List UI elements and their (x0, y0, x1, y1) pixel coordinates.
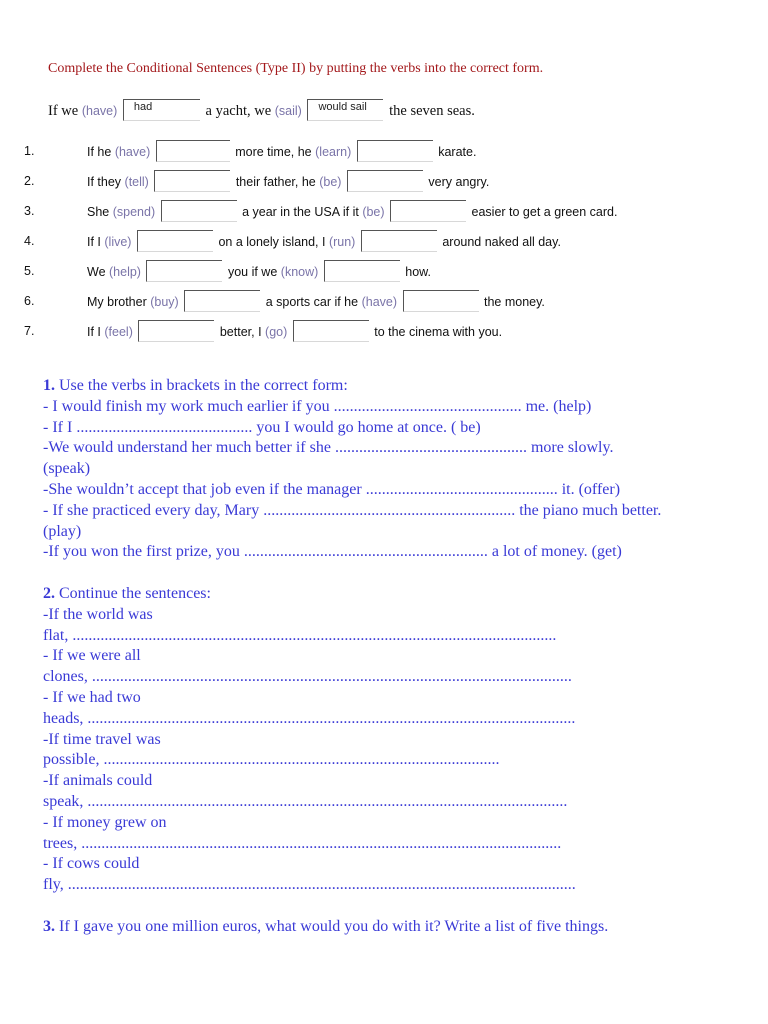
row-verb-1: (spend) (112, 205, 156, 219)
example-verb-1: (have) (81, 104, 118, 118)
section-number: 1. (43, 377, 55, 394)
row-part-2: their father, he (235, 175, 316, 189)
exercise-line: - I would finish my work much earlier if you ............................................... me. (help) (43, 397, 592, 415)
exercise-line: - If we were all (43, 647, 141, 665)
example-part-1: If we (48, 103, 79, 119)
example-answer-box-1[interactable] (123, 99, 200, 121)
row-number: 2. (24, 174, 35, 188)
exercise-line: -If animals could (43, 772, 153, 790)
row-number: 1. (24, 144, 35, 158)
answer-box-6b[interactable] (403, 290, 479, 312)
exercise-line: -We would understand her much better if she ................................................ more slowly. (43, 439, 614, 457)
exercise-line: clones, ........................................................................................................................ (43, 668, 572, 686)
exercise-line: (speak) (43, 460, 91, 478)
row-verb-1: (live) (104, 235, 132, 249)
row-part-3: easier to get a green card. (471, 205, 618, 219)
exercise-line: -If you won the first prize, you ............................................................. a lot of money. (get) (43, 543, 622, 561)
row-part-1: She (87, 205, 110, 219)
exercise-line: - If we had two (43, 688, 141, 706)
section-title: Use the verbs in brackets in the correct form: (55, 377, 348, 394)
row-number: 6. (24, 294, 35, 308)
row-verb-1: (tell) (124, 175, 149, 189)
example-part-3: the seven seas. (389, 103, 475, 119)
row-part-3: to the cinema with you. (374, 325, 503, 339)
row-part-2: better, I (219, 325, 262, 339)
row-part-1: If I (87, 235, 101, 249)
exercise-line: heads, .......................................................................................................................... (43, 709, 576, 727)
row-part-3: how. (405, 265, 431, 279)
row-verb-1: (have) (114, 145, 151, 159)
row-part-1: If I (87, 325, 101, 339)
row-verb-1: (help) (109, 265, 141, 279)
row-verb-1: (feel) (104, 325, 133, 339)
exercise-line: speak, ........................................................................................................................ (43, 792, 568, 810)
row-part-3: around naked all day. (442, 235, 561, 249)
exercise-line: (play) (43, 522, 82, 540)
answer-box-5a[interactable] (146, 260, 222, 282)
row-number: 3. (24, 204, 35, 218)
example-answer-2: would sail (318, 101, 367, 113)
exercise-line: - If cows could (43, 855, 140, 873)
row-verb-1: (buy) (150, 295, 179, 309)
exercise-line: flat, ......................................................................................................................... (43, 626, 557, 644)
answer-box-7b[interactable] (293, 320, 369, 342)
exercise-line: trees, ........................................................................................................................ (43, 834, 562, 852)
answer-box-3a[interactable] (161, 200, 237, 222)
row-part-2: you if we (227, 265, 278, 279)
section-2-heading (43, 584, 576, 605)
row-part-3: karate. (438, 145, 477, 159)
example-verb-2: (sail) (274, 104, 302, 118)
exercise-line: possible, ................................................................................................... (43, 751, 500, 769)
row-number: 7. (24, 324, 35, 338)
row-verb-2: (run) (328, 235, 356, 249)
answer-box-4a[interactable] (137, 230, 213, 252)
section-title: Continue the sentences: (55, 585, 211, 602)
example-answer-1: had (133, 101, 153, 113)
section-2 (43, 584, 576, 896)
row-part-2: on a lonely island, I (218, 235, 326, 249)
section-number: 3. (43, 918, 55, 935)
row-part-1: If he (87, 145, 112, 159)
answer-box-6a[interactable] (184, 290, 260, 312)
answer-box-7a[interactable] (138, 320, 214, 342)
answer-box-4b[interactable] (361, 230, 437, 252)
exercise-line: - If money grew on (43, 813, 167, 831)
answer-box-1b[interactable] (357, 140, 433, 162)
section-3 (43, 917, 608, 938)
example-answer-box-2[interactable] (307, 99, 383, 121)
example-part-2: a yacht, we (205, 103, 272, 119)
row-part-1: My brother (87, 295, 147, 309)
row-verb-2: (know) (280, 265, 319, 279)
row-number: 4. (24, 234, 35, 248)
answer-box-3b[interactable] (390, 200, 466, 222)
row-verb-2: (be) (319, 175, 342, 189)
row-verb-2: (be) (362, 205, 385, 219)
row-part-1: We (87, 265, 106, 279)
exercise-line: -If time travel was (43, 730, 161, 748)
row-part-2: a sports car if he (265, 295, 359, 309)
exercise-line: -If the world was (43, 605, 153, 623)
answer-box-2b[interactable] (347, 170, 423, 192)
answer-box-2a[interactable] (154, 170, 230, 192)
row-verb-2: (learn) (315, 145, 352, 159)
row-part-2: more time, he (235, 145, 312, 159)
answer-box-1a[interactable] (156, 140, 230, 162)
exercise-line: fly, ............................................................................................................................... (43, 876, 576, 894)
section-number: 2. (43, 585, 55, 602)
exercise-line: - If I ............................................ you I would go home at once. ( be) (43, 418, 481, 436)
exercise-line: -She wouldn’t accept that job even if the manager ................................................ it. (offer) (43, 480, 621, 498)
row-part-2: a year in the USA if it (242, 205, 359, 219)
row-part-3: the money. (483, 295, 545, 309)
answer-box-5b[interactable] (324, 260, 400, 282)
section-title: If I gave you one million euros, what would you do with it? Write a list of five things. (55, 918, 609, 935)
row-number: 5. (24, 264, 35, 278)
instruction: Complete the Conditional Sentences (Type II) by putting the verbs into the correct form. (48, 61, 544, 76)
section-1 (43, 376, 661, 563)
exercise-line: - If she practiced every day, Mary ............................................................... the piano much better. (43, 501, 662, 519)
row-part-3: very angry. (428, 175, 490, 189)
row-verb-2: (go) (265, 325, 288, 339)
row-part-1: If they (87, 175, 122, 189)
example-sentence (48, 99, 475, 121)
section-1-heading (43, 376, 661, 397)
row-verb-2: (have) (361, 295, 398, 309)
